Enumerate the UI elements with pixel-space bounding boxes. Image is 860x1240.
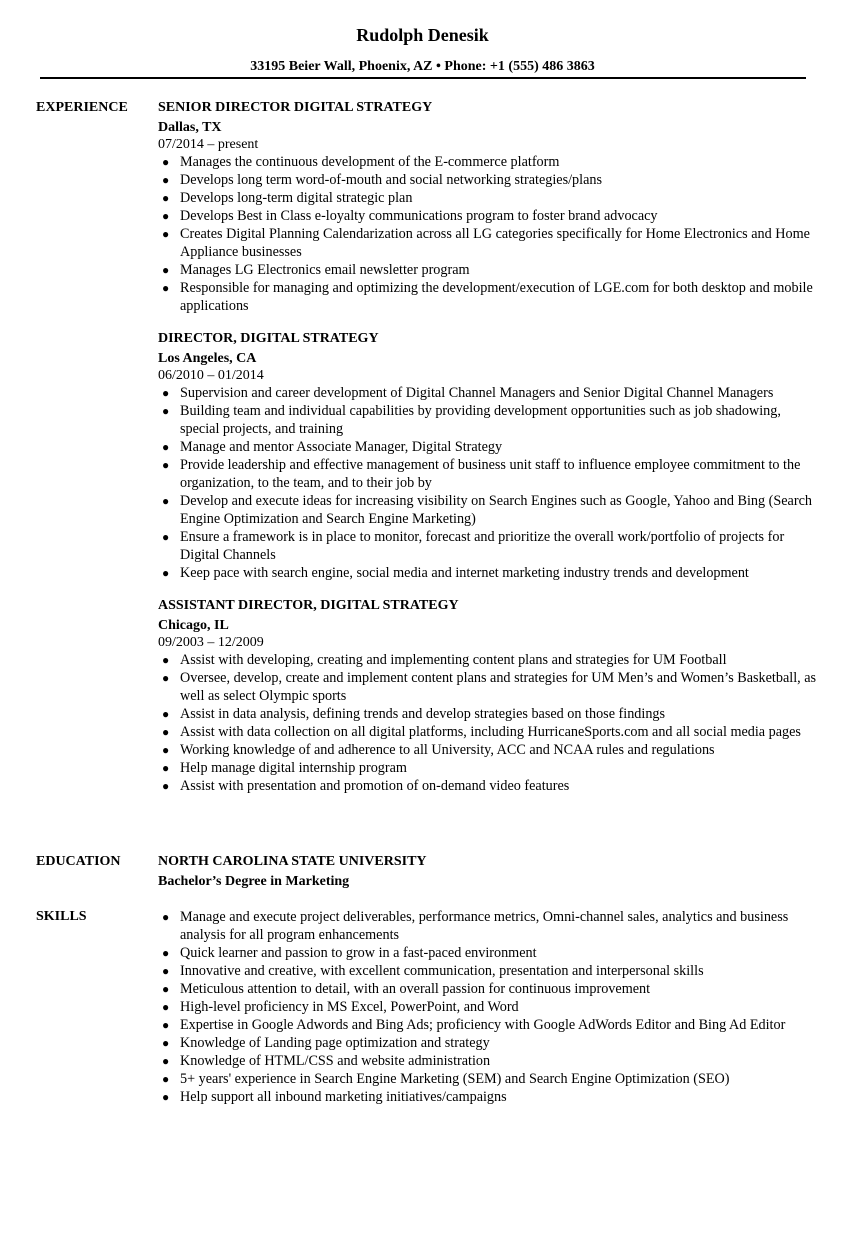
bullet-icon: ● <box>162 1036 170 1050</box>
bullet-item <box>158 225 818 261</box>
bullet-item <box>158 207 818 225</box>
bullet-item <box>158 528 818 564</box>
bullet-text: Creates Digital Planning Calendarization across all LG categories specifically for Home Electronics and Home Appliance businesses <box>180 226 810 260</box>
bullet-icon: ● <box>162 743 170 757</box>
bullet-item <box>158 279 818 315</box>
bullet-icon: ● <box>162 761 170 775</box>
bullet-item <box>158 189 818 207</box>
bullet-icon: ● <box>162 1054 170 1068</box>
bullet-text: Building team and individual capabilities by providing development opportunities such as job shadowing, special projects, and training <box>180 403 781 437</box>
bullet-icon: ● <box>162 209 170 223</box>
job-location: Los Angeles, CA <box>158 351 257 366</box>
bullet-icon: ● <box>162 671 170 685</box>
bullet-icon: ● <box>162 1090 170 1104</box>
bullet-text: Keep pace with search engine, social media and internet marketing industry trends and development <box>180 565 749 581</box>
bullet-icon: ● <box>162 653 170 667</box>
skill-item <box>158 962 818 980</box>
bullet-text: Supervision and career development of Digital Channel Managers and Senior Digital Channel Managers <box>180 385 774 401</box>
job-dates: 09/2003 – 12/2009 <box>158 635 264 650</box>
bullet-text: Provide leadership and effective management of business unit staff to influence employee commitment to the organization, to the team, and to their job by <box>180 457 801 491</box>
bullet-icon: ● <box>162 494 170 508</box>
bullet-icon: ● <box>162 458 170 472</box>
bullet-icon: ● <box>162 530 170 544</box>
skills-list <box>158 908 818 1106</box>
skill-item <box>158 1052 818 1070</box>
bullet-item <box>158 384 818 402</box>
skills-body <box>158 908 818 1106</box>
skill-text: Knowledge of Landing page optimization and strategy <box>180 1035 490 1051</box>
bullet-icon: ● <box>162 281 170 295</box>
skill-item <box>158 1016 818 1034</box>
job-title: DIRECTOR, DIGITAL STRATEGY <box>158 331 379 346</box>
skill-text: Innovative and creative, with excellent communication, presentation and interpersonal skills <box>180 963 704 979</box>
bullet-icon: ● <box>162 910 170 924</box>
job-location: Dallas, TX <box>158 120 222 135</box>
bullet-item <box>158 705 818 723</box>
bullet-icon: ● <box>162 779 170 793</box>
experience-label: EXPERIENCE <box>36 100 128 115</box>
bullet-text: Manages LG Electronics email newsletter program <box>180 262 470 278</box>
skill-item <box>158 1034 818 1052</box>
bullet-text: Develops long-term digital strategic plan <box>180 190 413 206</box>
bullet-text: Develop and execute ideas for increasing visibility on Search Engines such as Google, Yahoo and Bing (Search Engine Optimization and Search Engine Marketing) <box>180 493 812 527</box>
job-location: Chicago, IL <box>158 618 229 633</box>
bullet-item <box>158 723 818 741</box>
bullet-item <box>158 402 818 438</box>
skill-text: Knowledge of HTML/CSS and website administration <box>180 1053 491 1069</box>
bullet-text: Help manage digital internship program <box>180 760 407 776</box>
contact-line: 33195 Beier Wall, Phoenix, AZ • Phone: +1 (555) 486 3863 <box>250 59 595 74</box>
bullet-text: Assist with presentation and promotion of on-demand video features <box>180 778 570 794</box>
header-divider <box>40 77 806 79</box>
skill-item <box>158 908 818 944</box>
bullet-item <box>158 438 818 456</box>
degree: Bachelor’s Degree in Marketing <box>158 874 350 889</box>
skill-text: Manage and execute project deliverables, performance metrics, Omni-channel sales, analytics and business analysis for all program enhancements <box>180 909 789 943</box>
job-dates: 06/2010 – 01/2014 <box>158 368 264 383</box>
bullet-icon: ● <box>162 1000 170 1014</box>
education-body <box>158 853 818 891</box>
school-name: NORTH CAROLINA STATE UNIVERSITY <box>158 854 427 869</box>
bullet-item <box>158 741 818 759</box>
bullet-icon: ● <box>162 404 170 418</box>
bullet-item <box>158 261 818 279</box>
job-title: SENIOR DIRECTOR DIGITAL STRATEGY <box>158 100 433 115</box>
education-label: EDUCATION <box>36 854 121 869</box>
job-bullets <box>158 651 818 795</box>
job-entry <box>158 597 818 795</box>
bullet-text: Assist with developing, creating and implementing content plans and strategies for UM Football <box>180 652 727 668</box>
candidate-name: Rudolph Denesik <box>356 25 489 45</box>
bullet-text: Assist with data collection on all digital platforms, including HurricaneSports.com and all social media pages <box>180 724 801 740</box>
bullet-item <box>158 759 818 777</box>
bullet-icon: ● <box>162 173 170 187</box>
skills-label: SKILLS <box>36 909 87 924</box>
skill-text: 5+ years' experience in Search Engine Marketing (SEM) and Search Engine Optimization (SEO) <box>180 1071 730 1087</box>
skill-text: Meticulous attention to detail, with an overall passion for continuous improvement <box>180 981 651 997</box>
bullet-item <box>158 153 818 171</box>
job-bullets <box>158 384 818 582</box>
bullet-text: Ensure a framework is in place to monitor, forecast and prioritize the overall work/portfolio of projects for Digital Channels <box>180 529 785 563</box>
bullet-icon: ● <box>162 964 170 978</box>
skill-text: High-level proficiency in MS Excel, PowerPoint, and Word <box>180 999 519 1015</box>
bullet-text: Develops long term word-of-mouth and social networking strategies/plans <box>180 172 602 188</box>
job-entry <box>158 330 818 582</box>
bullet-text: Assist in data analysis, defining trends and develop strategies based on those findings <box>180 706 666 722</box>
bullet-item <box>158 492 818 528</box>
bullet-icon: ● <box>162 386 170 400</box>
bullet-icon: ● <box>162 566 170 580</box>
bullet-icon: ● <box>162 982 170 996</box>
bullet-icon: ● <box>162 725 170 739</box>
bullet-item <box>158 669 818 705</box>
bullet-text: Responsible for managing and optimizing the development/execution of LGE.com for both desktop and mobile applications <box>180 280 813 314</box>
skill-item <box>158 944 818 962</box>
bullet-icon: ● <box>162 707 170 721</box>
bullet-icon: ● <box>162 1072 170 1086</box>
bullet-icon: ● <box>162 191 170 205</box>
job-bullets <box>158 153 818 315</box>
skill-item <box>158 1088 818 1106</box>
skill-text: Help support all inbound marketing initiatives/campaigns <box>180 1089 507 1105</box>
experience-body <box>158 99 818 810</box>
bullet-icon: ● <box>162 155 170 169</box>
bullet-icon: ● <box>162 227 170 241</box>
bullet-icon: ● <box>162 946 170 960</box>
skill-text: Quick learner and passion to grow in a fast-paced environment <box>180 945 537 961</box>
job-entry <box>158 99 818 315</box>
skill-text: Expertise in Google Adwords and Bing Ads; proficiency with Google AdWords Editor and Bing Ad Editor <box>180 1017 786 1033</box>
bullet-text: Manage and mentor Associate Manager, Digital Strategy <box>180 439 503 455</box>
bullet-text: Working knowledge of and adherence to all University, ACC and NCAA rules and regulations <box>180 742 715 758</box>
bullet-item <box>158 456 818 492</box>
bullet-item <box>158 171 818 189</box>
job-dates: 07/2014 – present <box>158 137 259 152</box>
bullet-icon: ● <box>162 1018 170 1032</box>
skill-item <box>158 1070 818 1088</box>
bullet-text: Develops Best in Class e-loyalty communications program to foster brand advocacy <box>180 208 658 224</box>
skill-item <box>158 980 818 998</box>
job-title: ASSISTANT DIRECTOR, DIGITAL STRATEGY <box>158 598 459 613</box>
bullet-item <box>158 651 818 669</box>
bullet-item <box>158 777 818 795</box>
skill-item <box>158 998 818 1016</box>
bullet-text: Oversee, develop, create and implement content plans and strategies for UM Men’s and Women’s Basketball, as well as select Olympic sports <box>180 670 817 704</box>
bullet-icon: ● <box>162 263 170 277</box>
bullet-item <box>158 564 818 582</box>
bullet-text: Manages the continuous development of the E-commerce platform <box>180 154 560 170</box>
bullet-icon: ● <box>162 440 170 454</box>
